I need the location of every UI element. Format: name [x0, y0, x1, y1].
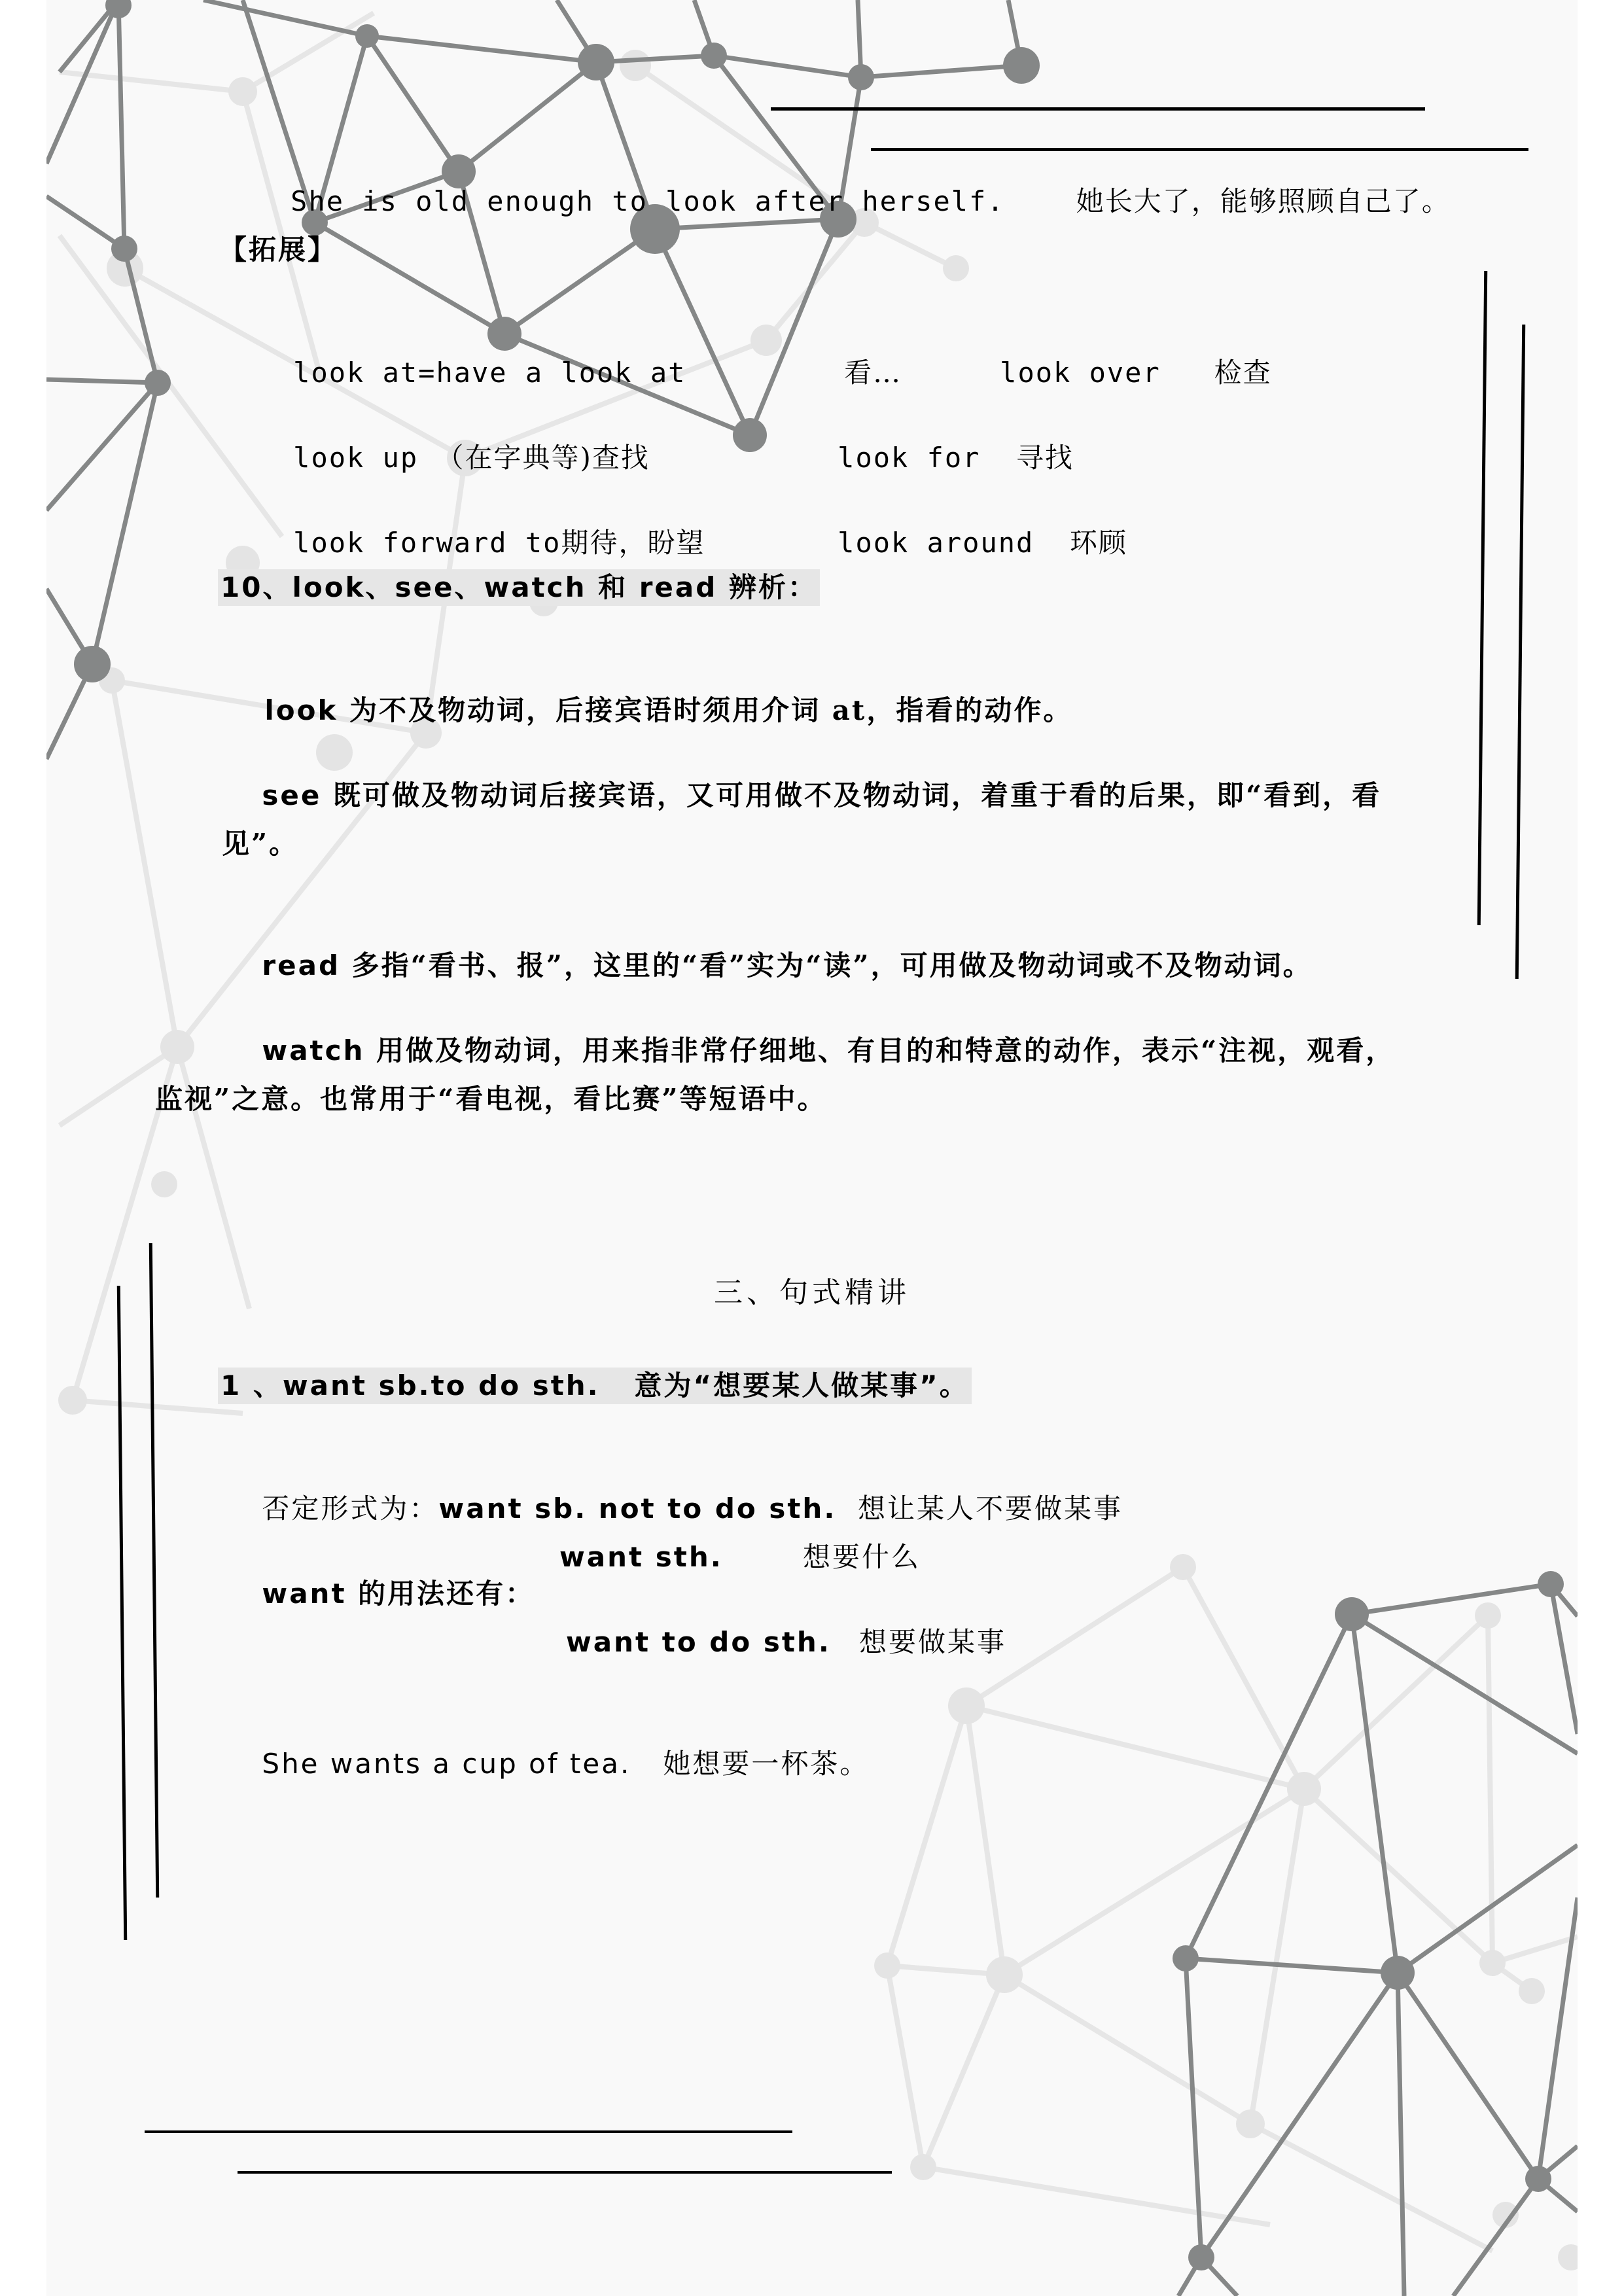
usage-1-cn: 想要什么 [803, 1541, 921, 1573]
phrase-en: look for [838, 442, 981, 474]
other-usage-label-line [219, 1539, 535, 1649]
negative-form-en: want sb. not to do sth. [438, 1492, 837, 1525]
usage-2-en: want to do sth. [566, 1626, 831, 1658]
phrase-en: look over [1000, 357, 1161, 389]
phrase-row-3-right [766, 488, 1127, 598]
usage-example-en: She wants a cup of tea. [262, 1748, 631, 1780]
keyword-look: look [264, 694, 338, 726]
usage-1-en: want sth. [559, 1541, 723, 1573]
decorative-line-bottom-1 [145, 2130, 792, 2133]
phrase-cn: （在字典等)查找 [436, 442, 650, 474]
see-definition-text: 既可做及物动词后接宾语，又可用做不及物动词，着重于看的后果，即“看到，看 [321, 779, 1382, 811]
section-10-heading: 10、look、see、watch 和 read 辨析： [218, 569, 820, 606]
see-definition-continued: 见”。 [222, 828, 299, 860]
watch-definition-text: 用做及物动词，用来指非常仔细地、有目的和特意的动作，表示“注视，观看， [364, 1034, 1396, 1067]
phrase-en: look around [838, 527, 1034, 559]
document-page [46, 0, 1578, 2296]
expansion-heading: 【拓展】 [219, 234, 338, 266]
phrase-cn: 检查 [1214, 357, 1272, 389]
decorative-line-bottom-2 [238, 2171, 892, 2174]
phrase-en: look forward to [293, 527, 561, 559]
phrase-en: look up [293, 442, 419, 474]
decorative-line-top-1 [771, 107, 1425, 111]
phrase-cn: 寻找 [1016, 442, 1074, 474]
phrase-en: look at=have a look at [293, 357, 686, 389]
other-usage-label: want 的用法还有： [262, 1578, 535, 1610]
example-sentence [219, 147, 1451, 256]
usage-2-cn: 想要做某事 [859, 1626, 1007, 1658]
keyword-read: read [262, 949, 341, 981]
usage-example-cn: 她想要一杯茶。 [663, 1748, 870, 1780]
see-definition [219, 741, 1381, 851]
usage-example [219, 1709, 869, 1819]
phrase-cn: 期待，盼望 [561, 527, 705, 559]
phrase-cn: 环顾 [1069, 527, 1127, 559]
keyword-watch: watch [262, 1034, 365, 1067]
negative-form-cn: 想让某人不要做某事 [858, 1492, 1123, 1525]
look-definition-text: 为不及物动词，后接宾语时须用介词 at，指看的动作。 [338, 694, 1073, 726]
negative-form-label: 否定形式为： [262, 1492, 439, 1525]
watch-definition-continued: 监视”之意。也常用于“看电视，看比赛”等短语中。 [155, 1083, 827, 1115]
example-sentence-cn: 她长大了，能够照顾自己了。 [1076, 185, 1451, 217]
keyword-see: see [262, 779, 322, 811]
example-sentence-en: She is old enough to look after herself. [291, 185, 1005, 217]
read-definition-text: 多指“看书、报”，这里的“看”实为“读”，可用做及物动词或不及物动词。 [340, 949, 1313, 981]
phrase-cn: 看… [844, 357, 902, 389]
sentence-pattern-1-heading: 1 、want sb.to do sth. 意为“想要某人做某事”。 [218, 1368, 972, 1404]
section-three-title: 三、句式精讲 [714, 1276, 910, 1309]
